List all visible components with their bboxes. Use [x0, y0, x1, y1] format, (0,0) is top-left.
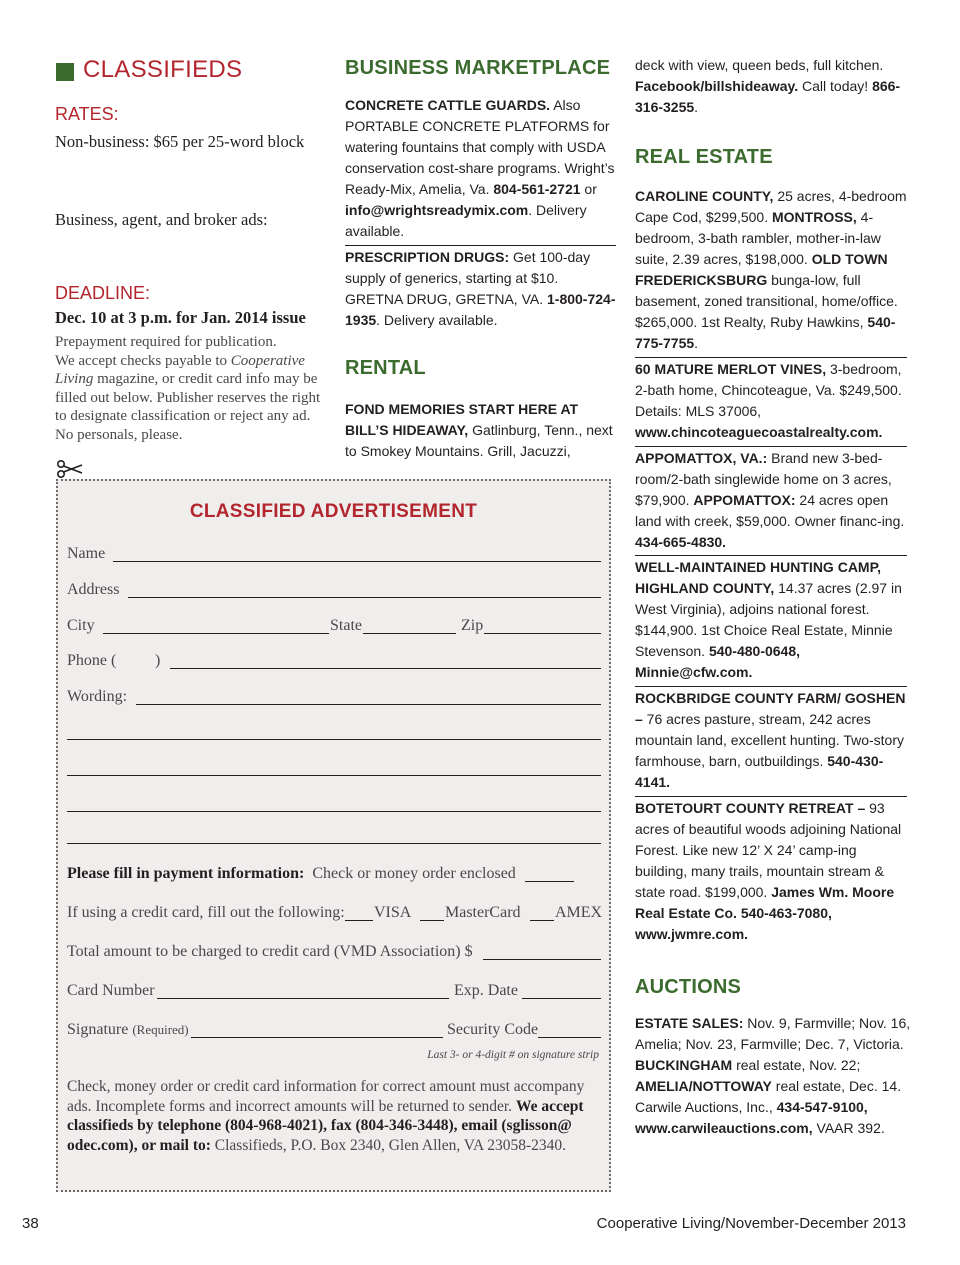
body-text: real estate, Nov. 22; [732, 1057, 861, 1073]
body-text: Call today! [798, 78, 873, 94]
bold-text: 434-547-9100, www.carwileauctions.com, [635, 1099, 868, 1136]
exp-date-field[interactable] [522, 998, 601, 999]
green-square-icon [56, 63, 74, 81]
bold-text: CAROLINE COUNTY, [635, 188, 774, 204]
policy-text [55, 333, 335, 445]
wording-line[interactable] [67, 775, 601, 776]
ad-real-estate [635, 798, 911, 945]
required-note: (Required) [132, 1022, 189, 1037]
notice-line [67, 1097, 607, 1117]
bold-text: info@wrightsreadymix.com [345, 202, 529, 218]
notice-line: Check, money order or credit card information for correct amount must accompany [67, 1078, 585, 1095]
total-label: Total amount to be charged to credit card (VMD Association) $ [67, 943, 473, 960]
ad-text [635, 359, 911, 443]
body-text: Brand new 3-bed-room/2-bath singlewide home on 3 acres, $79,900. [635, 450, 892, 508]
phone-field[interactable] [170, 668, 601, 669]
body-text: bunga-low, full basement, zoned transitional, home/office. $265,000. 1st Realty, Ruby Hawkins, [635, 272, 898, 330]
bold-text: FOND MEMORIES START HERE AT BILL’S HIDEAWAY, [345, 401, 579, 438]
notice-fragment: Classifieds, P.O. Box 2340, Glen Allen, VA 23058-2340. [214, 1136, 566, 1154]
real-estate-heading: REAL ESTATE [635, 146, 773, 168]
policy-line: Prepayment required for publication. [55, 334, 277, 350]
bold-text: CONCRETE CATTLE GUARDS. [345, 97, 551, 113]
city-field[interactable] [103, 633, 329, 634]
divider [635, 555, 907, 556]
body-text: 76 acres pasture, stream, 242 acres mountain land, excellent hunting. Two-story farmhouse, barn, outbuildings. [635, 711, 905, 769]
notice-line: classifieds by telephone (804-968-4021), fax (804-346-3448), email (sglisson@ [67, 1117, 572, 1134]
signature-label: Signature [67, 1021, 129, 1038]
bold-text: WELL-MAINTAINED HUNTING CAMP, HIGHLAND COUNTY, [635, 559, 882, 596]
ad-real-estate [635, 688, 911, 793]
bold-text: PRESCRIPTION DRUGS: [345, 249, 510, 265]
policy-line: filled out below. Publisher reserves the right [55, 389, 321, 406]
mastercard-label: MasterCard [445, 904, 521, 921]
city-label: City [67, 617, 95, 634]
bold-text: Facebook/billshideaway. [635, 78, 799, 94]
ad-bills-hideaway-continued [635, 55, 911, 118]
wording-label: Wording: [67, 688, 128, 705]
visa-checkbox[interactable] [345, 920, 373, 921]
wording-field[interactable] [136, 704, 601, 705]
policy-fragment: We accept checks payable to [55, 352, 228, 369]
ad-text [635, 557, 911, 683]
policy-fragment: magazine, or credit card info may be [97, 371, 318, 388]
wording-line[interactable] [67, 843, 601, 844]
state-label: State [330, 617, 362, 634]
ad-text [345, 247, 617, 331]
state-field[interactable] [363, 633, 456, 634]
form-title: CLASSIFIED ADVERTISEMENT [189, 501, 478, 522]
notice-bold: We accept [515, 1097, 584, 1115]
form-notice [67, 1077, 607, 1155]
signature-row [67, 1021, 189, 1039]
ad-real-estate [635, 448, 911, 553]
body-text: Gatlinburg, Tenn., next to Smokey Mountains. Grill, Jacuzzi, [345, 422, 613, 459]
policy-line: to designate classification or reject any ad. [55, 408, 311, 425]
body-text: Nov. 9, Farmville; Nov. 16, Amelia; Nov. 23, Farmville; Dec. 7, Victoria. [635, 1015, 911, 1052]
bold-text: James Wm. Moore Real Estate Co. 540-463-7080, www.jwmre.com. [635, 884, 895, 942]
security-code-field[interactable] [538, 1037, 601, 1038]
page-number: 38 [22, 1215, 39, 1232]
check-option-label: Check or money order enclosed [312, 865, 516, 882]
body-text: real estate, Dec. 14. Carwile Auctions, Inc., [635, 1078, 902, 1115]
bold-text: APPOMATTOX: [693, 492, 796, 508]
policy-line: No personals, please. [55, 426, 183, 443]
divider [345, 245, 616, 246]
body-text: Also PORTABLE CONCRETE PLATFORMS for watering fountains that comply with USDA conservation cost-share programs. Wright’s Ready-Mix, Amelia, Va. [345, 97, 615, 197]
amex-label: AMEX [555, 904, 603, 921]
body-text: VAAR 392. [812, 1120, 885, 1136]
zip-label: Zip [461, 617, 484, 634]
rates-label: RATES: [55, 104, 119, 124]
security-code-label: Security Code [447, 1021, 539, 1038]
bold-text: www.chincoteaguecoastalrealty.com. [635, 424, 883, 440]
deadline-text: Dec. 10 at 3 p.m. for Jan. 2014 issue [55, 308, 306, 327]
exp-date-label: Exp. Date [454, 982, 518, 999]
bold-text: 60 MATURE MERLOT VINES, [635, 361, 827, 377]
signature-field[interactable] [191, 1037, 443, 1038]
bold-text: BUCKINGHAM [635, 1057, 733, 1073]
rental-heading: RENTAL [345, 357, 426, 379]
bold-text: ROCKBRIDGE COUNTY FARM/ GOSHEN – [635, 690, 906, 727]
ad-real-estate [635, 557, 911, 683]
ad-real-estate [635, 359, 911, 443]
mastercard-checkbox[interactable] [420, 920, 444, 921]
body-text: Get 100-day supply of generics, starting at $10. GRETNA DRUG, GRETNA, VA. [345, 249, 591, 307]
policy-line [55, 370, 335, 389]
bold-text: ESTATE SALES: [635, 1015, 744, 1031]
ad-bills-hideaway [345, 399, 617, 462]
ad-text [345, 95, 617, 242]
address-field[interactable] [128, 597, 601, 598]
body-text: or [580, 181, 597, 197]
body-text: 24 acres open land with creek, $59,000. Owner financ-ing. [635, 492, 905, 529]
name-label: Name [67, 545, 106, 562]
ad-real-estate [635, 186, 911, 354]
bold-text: 1-800-724-1935 [345, 291, 616, 328]
publication-footer: Cooperative Living/November-December 2013 [596, 1215, 906, 1232]
total-field[interactable] [483, 959, 601, 960]
deadline-label: DEADLINE: [55, 283, 151, 303]
page-title: CLASSIFIEDS [83, 56, 243, 83]
body-text: . [694, 99, 699, 115]
rates-line: Business, agent, and broker ads: [55, 210, 268, 229]
ad-concrete-cattle-guards [345, 95, 617, 242]
credit-intro: If using a credit card, fill out the following: [67, 904, 345, 921]
ad-text [345, 399, 617, 462]
card-number-field[interactable] [157, 998, 449, 999]
ad-text [635, 688, 911, 793]
rates-line: Non-business: $65 per 25-word block [55, 132, 305, 151]
bold-text: 434-665-4830. [635, 534, 727, 550]
divider [635, 357, 907, 358]
phone-paren: ) [155, 652, 161, 669]
body-text: 3-bedroom, 2-bath home, Chincoteague, Va. $249,500. Details: MLS 37006, [635, 361, 902, 419]
payment-heading: Please fill in payment information: [67, 865, 305, 882]
card-number-label: Card Number [67, 982, 155, 999]
wording-line[interactable] [67, 811, 601, 812]
divider [635, 686, 907, 687]
classifieds-header [56, 56, 242, 84]
body-text: . [694, 335, 699, 351]
body-text: 4-bedroom, 3-bath rambler, mother-in-law suite, 2.39 acres, $198,000. [635, 209, 881, 267]
body-text: 14.37 acres (2.97 in West Virginia), adjoins national forest. $144,900. 1st Choice Real Estate, Minnie Stevenson. [635, 580, 902, 659]
policy-italic: Cooperative [230, 352, 305, 369]
address-label: Address [67, 581, 120, 598]
check-option-field[interactable] [525, 881, 574, 882]
bold-text: 804-561-2721 [493, 181, 581, 197]
divider [635, 446, 907, 447]
amex-checkbox[interactable] [530, 920, 554, 921]
auctions-heading: AUCTIONS [635, 976, 742, 998]
notice-fragment: ads. Incomplete forms and incorrect amounts will be returned to sender. [67, 1097, 513, 1115]
name-field[interactable] [113, 561, 601, 562]
bold-text: 540-430-4141. [635, 753, 884, 790]
ad-prescription-drugs [345, 247, 617, 331]
body-text: 93 acres of beautiful woods adjoining National Forest. Like new 12’ X 24’ camp-ing building, many trails, mountain stream & state road. $199,000. [635, 800, 902, 900]
bold-text: APPOMATTOX, VA.: [635, 450, 768, 466]
ad-text [635, 186, 911, 354]
wording-line[interactable] [67, 739, 601, 740]
body-text: deck with view, queen beds, full kitchen. [635, 57, 884, 73]
ad-text [635, 55, 911, 118]
ad-text [635, 1013, 911, 1139]
bold-text: 866-316-3255 [635, 78, 901, 115]
zip-field[interactable] [484, 633, 601, 634]
bold-text: 540-775-7755 [635, 314, 896, 351]
notice-bold: odec.com), or mail to: [67, 1136, 211, 1154]
body-text: . Delivery available. [345, 202, 587, 239]
policy-line [55, 352, 335, 371]
classified-ad-form [56, 479, 611, 1192]
visa-label: VISA [374, 904, 412, 921]
ad-text [635, 448, 911, 553]
bold-text: OLD TOWN FREDERICKSBURG [635, 251, 888, 288]
phone-label: Phone ( [67, 652, 117, 669]
ad-text [635, 798, 911, 945]
policy-italic: Living [55, 371, 94, 388]
payment-row [67, 865, 516, 883]
body-text: 25 acres, 4-bedroom Cape Cod, $299,500. [635, 188, 907, 225]
business-marketplace-heading: BUSINESS MARKETPLACE [345, 57, 611, 79]
divider [635, 796, 907, 797]
security-note: Last 3- or 4-digit # on signature strip [427, 1049, 599, 1061]
bold-text: MONTROSS, [772, 209, 857, 225]
bold-text: 540-480-0648, Minnie@cfw.com. [635, 643, 801, 680]
bold-text: BOTETOURT COUNTY RETREAT – [635, 800, 866, 816]
body-text: . Delivery available. [376, 312, 498, 328]
bold-text: AMELIA/NOTTOWAY [635, 1078, 772, 1094]
notice-line [67, 1136, 607, 1156]
ad-auctions [635, 1013, 911, 1139]
